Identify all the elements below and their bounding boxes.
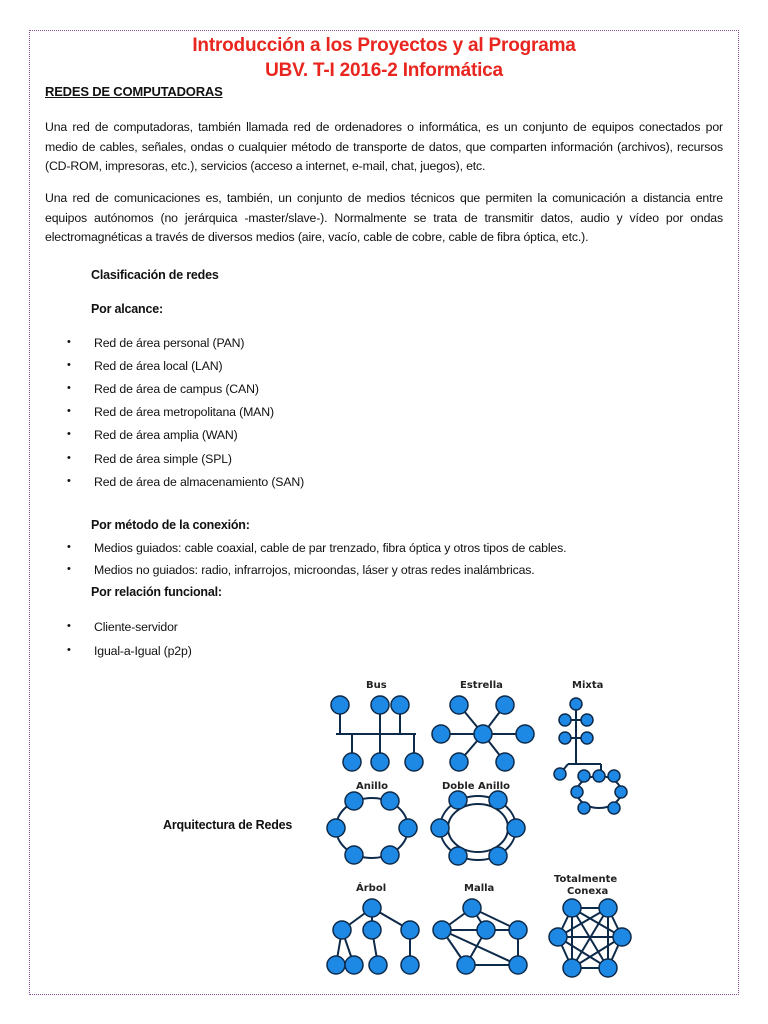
ring-node-icon	[345, 792, 363, 810]
list-item-label: Red de área personal (PAN)	[94, 336, 245, 350]
scope-heading: Por alcance:	[91, 302, 163, 316]
document-title-line1: Introducción a los Proyectos y al Programa	[192, 35, 576, 56]
double-ring-node-icon	[489, 847, 507, 865]
list-item-label: Red de área metropolitana (MAN)	[94, 405, 274, 419]
ring-node-icon	[399, 819, 417, 837]
fully-connected-node-icon	[563, 899, 581, 917]
section-heading: REDES DE COMPUTADORAS	[45, 84, 223, 99]
mesh-node-icon	[509, 921, 527, 939]
mixed-node-icon	[559, 732, 571, 744]
double-ring-node-icon	[507, 819, 525, 837]
fully-connected-node-icon	[549, 928, 567, 946]
topology-label-bus: Bus	[366, 680, 387, 691]
star-node-icon	[450, 696, 468, 714]
bullet-icon: •	[67, 644, 71, 656]
bullet-icon: •	[67, 563, 71, 575]
mixed-ring-node-icon	[593, 770, 605, 782]
mixed-ring-node-icon	[608, 802, 620, 814]
list-item-label: Medios no guiados: radio, infrarrojos, microondas, láser y otras redes inalámbricas.	[94, 563, 535, 577]
fully-connected-node-icon	[563, 959, 581, 977]
classification-heading: Clasificación de redes	[91, 268, 219, 282]
mixed-node-icon	[559, 714, 571, 726]
mesh-node-icon	[509, 956, 527, 974]
topology-label-mesh: Malla	[464, 883, 495, 894]
tree-node-icon	[333, 921, 351, 939]
paragraph-network-definition: Una red de computadoras, también llamada red de ordenadores o informática, es un conjunto de equipos conectados por medio de cables, señales, ondas o cualquier método de transporte de datos, que comparten información (archivos), recursos (CD-ROM, impresoras, etc.), servicios (acceso a internet, e-mail, chat, juegos), etc.	[45, 120, 723, 173]
mesh-node-icon	[457, 956, 475, 974]
topology-label-mixed: Mixta	[572, 680, 604, 691]
mesh-node-icon	[477, 921, 495, 939]
architecture-label: Arquitectura de Redes	[163, 818, 293, 832]
star-node-icon	[496, 753, 514, 771]
ring-node-icon	[381, 846, 399, 864]
star-node-icon	[450, 753, 468, 771]
fully-connected-node-icon	[599, 959, 617, 977]
bus-node-icon	[371, 753, 389, 771]
double-ring-node-icon	[449, 791, 467, 809]
topology-label-fully-connected-1: Totalmente	[554, 874, 618, 885]
mixed-ring-node-icon	[615, 786, 627, 798]
bus-node-icon	[405, 753, 423, 771]
mixed-node-icon	[581, 714, 593, 726]
bus-node-icon	[371, 696, 389, 714]
bullet-icon: •	[67, 405, 71, 417]
star-node-icon	[432, 725, 450, 743]
bullet-icon: •	[67, 452, 71, 464]
tree-node-icon	[369, 956, 387, 974]
tree-node-icon	[363, 921, 381, 939]
double-ring-node-icon	[449, 847, 467, 865]
fully-connected-node-icon	[613, 928, 631, 946]
mixed-ring-node-icon	[578, 770, 590, 782]
mesh-node-icon	[433, 921, 451, 939]
bus-node-icon	[331, 696, 349, 714]
mesh-node-icon	[463, 899, 481, 917]
star-node-icon	[496, 696, 514, 714]
connection-heading: Por método de la conexión:	[91, 518, 250, 532]
mixed-ring-node-icon	[578, 802, 590, 814]
network-topology-diagram	[322, 672, 644, 982]
list-item-label: Red de área de campus (CAN)	[94, 382, 259, 396]
ring-node-icon	[381, 792, 399, 810]
topology-label-star: Estrella	[460, 680, 503, 691]
fully-connected-node-icon	[599, 899, 617, 917]
mixed-node-icon	[570, 698, 582, 710]
tree-node-icon	[363, 899, 381, 917]
topology-label-double-ring: Doble Anillo	[442, 781, 511, 792]
list-item-label: Igual-a-Igual (p2p)	[94, 644, 192, 658]
ring-node-icon	[345, 846, 363, 864]
bullet-icon: •	[67, 620, 71, 632]
tree-node-icon	[401, 956, 419, 974]
mixed-node-icon	[554, 768, 566, 780]
document-title-line2: UBV. T-I 2016-2 Informática	[265, 60, 503, 81]
tree-node-icon	[345, 956, 363, 974]
mixed-ring-node-icon	[608, 770, 620, 782]
double-ring-inner-link	[448, 804, 508, 852]
star-node-icon	[516, 725, 534, 743]
ring-node-icon	[327, 819, 345, 837]
star-hub-icon	[474, 725, 492, 743]
double-ring-node-icon	[489, 791, 507, 809]
tree-node-icon	[327, 956, 345, 974]
list-item-label: Cliente-servidor	[94, 620, 178, 634]
bus-node-icon	[343, 753, 361, 771]
tree-node-icon	[401, 921, 419, 939]
list-item-label: Red de área de almacenamiento (SAN)	[94, 475, 305, 489]
bullet-icon: •	[67, 382, 71, 394]
topology-label-fully-connected-2: Conexa	[567, 886, 609, 897]
list-item-label: Red de área simple (SPL)	[94, 452, 232, 466]
paragraph-communications-network: Una red de comunicaciones es, también, un conjunto de medios técnicos que permiten la comunicación a distancia entre equipos autónomos (no jerárquica -master/slave-). Normalmente se trata de transmitir datos, audio y vídeo por ondas electromagnéticas a través de diversos medios (aire, vacío, cable de cobre, cable de fibra óptica, etc.).	[45, 191, 723, 244]
functional-heading: Por relación funcional:	[91, 585, 222, 599]
mixed-node-icon	[581, 732, 593, 744]
bullet-icon: •	[67, 541, 71, 553]
bullet-icon: •	[67, 475, 71, 487]
double-ring-node-icon	[431, 819, 449, 837]
topology-label-tree: Árbol	[356, 883, 387, 894]
bus-node-icon	[391, 696, 409, 714]
list-item-label: Medios guiados: cable coaxial, cable de par trenzado, fibra óptica y otros tipos de cables.	[94, 541, 567, 555]
list-item-label: Red de área amplia (WAN)	[94, 428, 238, 442]
bullet-icon: •	[67, 336, 71, 348]
bullet-icon: •	[67, 359, 71, 371]
bullet-icon: •	[67, 428, 71, 440]
topology-label-ring: Anillo	[356, 781, 389, 792]
list-item-label: Red de área local (LAN)	[94, 359, 223, 373]
mixed-ring-node-icon	[571, 786, 583, 798]
